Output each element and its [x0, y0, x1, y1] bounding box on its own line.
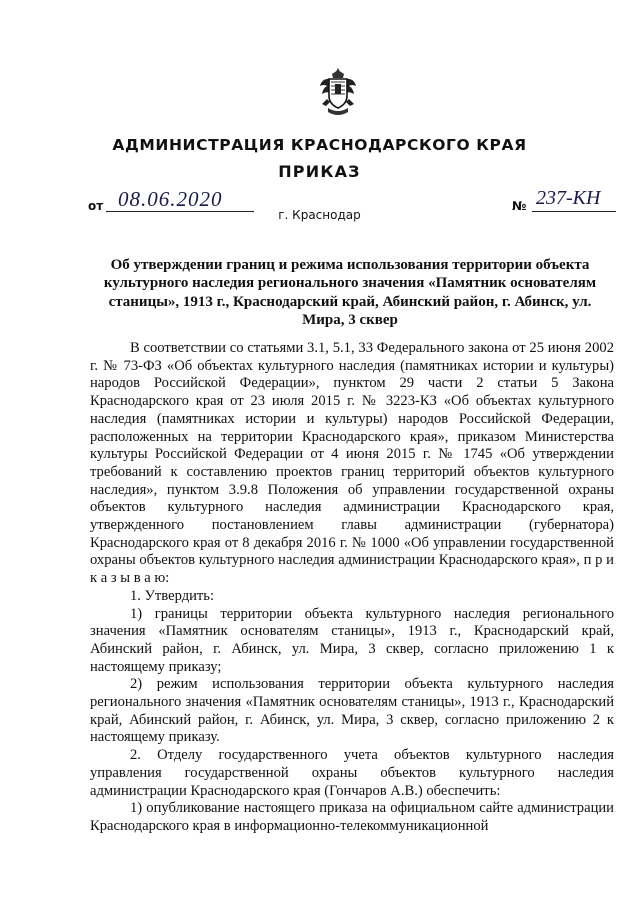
organization-title: АДМИНИСТРАЦИЯ КРАСНОДАРСКОГО КРАЯ	[112, 136, 527, 154]
emblem	[318, 66, 358, 118]
date-value: 08.06.2020	[118, 187, 223, 211]
paragraph-item-1: 1. Утвердить:	[130, 587, 215, 604]
paragraph-item-2: 2. Отделу государственного учета объектов культурного наследия управления государственной охраны объектов культурного наследия администрации Краснодарского края (Гончаров А.В.) обеспечить:	[90, 747, 614, 799]
paragraph-item-2-1: 1) опубликование настоящего приказа на официальном сайте администрации Краснодарского края в информационно-телекоммуникационной	[90, 800, 614, 834]
document-body	[90, 340, 614, 836]
paragraph-preamble: В соответствии со статьями 3.1, 5.1, 33 Федерального закона от 25 июня 2002 г. № 73-ФЗ «Об объектах культурного наследия (памятниках истории и культуры) народов Российской Федерации», пунктом 29 части 2 статьи 5 Закона Краснодарского края от 23 июля 2015 г. № 3223-КЗ «Об объектах культурного наследия (памятниках истории и культуры) народов Российской Федерации, расположенных на территории Краснодарского края», приказом Министерства культуры Российской Федерации от 4 июня 2015 г. № 1745 «Об утверждении требований к составлению проектов границ территорий объектов культурного наследия», пунктом 3.9.8 Положения об управлении государственной охраны объектов культурного наследия администрации Краснодарского края, утвержденного постановлением главы администрации (губернатора) Краснодарского края от 8 декабря 2016 г. № 1000 «Об управлении государственной охраны объектов культурного наследия администрации Краснодарского края», п р и к а з ы в а ю:	[90, 340, 614, 587]
document-type: ПРИКАЗ	[278, 162, 361, 181]
document-heading: Об утверждении границ и режима использования территории объекта культурного наследия регионального значения «Памятник основателям станицы», 1913 г., Краснодарский край, Абинский район, г. Абинск, ул. Мира, 3 сквер	[103, 257, 597, 329]
number-value: 237-КН	[536, 187, 601, 209]
paragraph-item-1-1: 1) границы территории объекта культурного наследия регионального значения «Памятник основателям станицы», 1913 г., Краснодарский край, Абинский район, г. Абинск, ул. Мира, 3 сквер, согласно приложению 1 к настоящему приказу;	[90, 605, 614, 675]
date-label: от	[88, 199, 104, 213]
paragraph-item-1-2: 2) режим использования территории объекта культурного наследия регионального значения «Памятник основателям станицы», 1913 г., Краснодарский край, Абинский район, г. Абинск, ул. Мира, 3 сквер, согласно приложению 2 к настоящему приказу.	[90, 676, 614, 746]
city-label: г. Краснодар	[278, 208, 361, 222]
coat-of-arms-icon	[318, 66, 358, 118]
number-label: №	[512, 199, 527, 213]
